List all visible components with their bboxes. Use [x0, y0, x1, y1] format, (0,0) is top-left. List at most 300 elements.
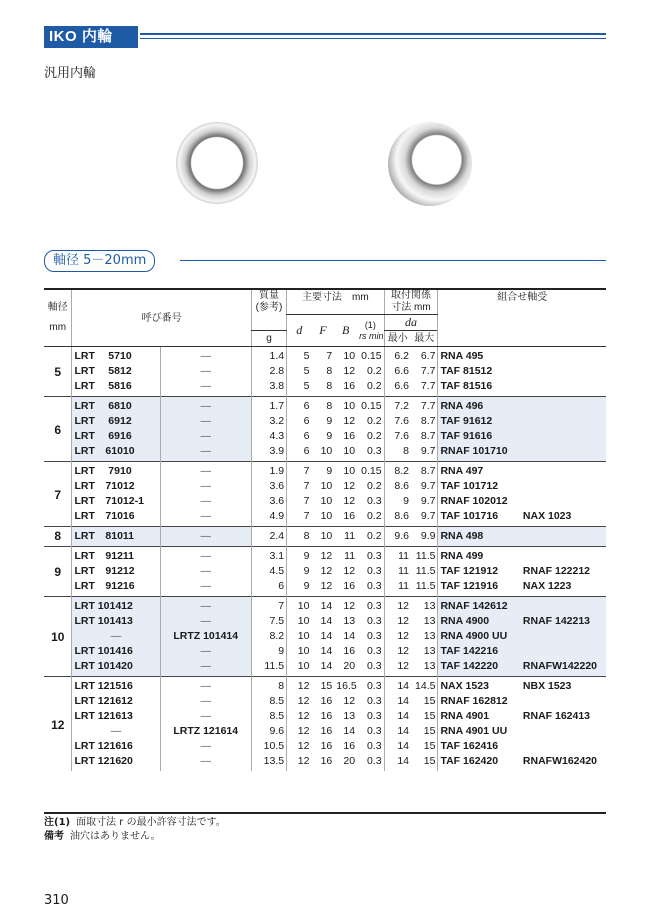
da-min: 14	[384, 739, 411, 754]
mass: 9.6	[251, 724, 286, 739]
table-row	[44, 429, 606, 444]
combo-bearing-2	[521, 347, 606, 365]
part-number: LRT 121516	[72, 677, 160, 695]
part-number: LRT 71016	[72, 509, 160, 527]
dim-B: 11	[334, 527, 357, 547]
da-min: 14	[384, 677, 411, 695]
dim-F: 16	[320, 740, 333, 752]
col-da-max: 最大	[411, 331, 438, 347]
shaft-diameter: 5	[44, 347, 72, 397]
da-max: 13	[423, 645, 436, 657]
part-number: LRT 81011	[72, 527, 160, 547]
table-row	[44, 694, 606, 709]
da-max: 11.5	[411, 547, 438, 565]
da-max: 6.7	[411, 347, 438, 365]
dim-F: 8	[311, 397, 334, 415]
dim-d: 5	[287, 347, 312, 365]
dim-F: 12	[320, 580, 333, 592]
table-row	[44, 709, 606, 724]
dim-rs: 0.3	[366, 725, 382, 737]
dim-F: 14	[320, 645, 333, 657]
dim-d: 10	[287, 614, 312, 629]
dim-rs: 0.3	[366, 495, 382, 507]
part-number: LRT 5710	[72, 347, 160, 365]
combo-bearing-2	[521, 479, 606, 494]
dim-F: 14	[320, 660, 333, 672]
da-min: 11	[384, 564, 411, 579]
dim-B: 12	[343, 480, 356, 492]
col-shaft	[44, 289, 72, 347]
part-number-alt: LRTZ 101414	[160, 629, 251, 644]
dim-B: 12	[334, 597, 357, 615]
dim-d: 9	[287, 579, 312, 597]
combo-bearing-1: RNA 498	[438, 527, 521, 547]
dim-F: 14	[320, 615, 333, 627]
part-number-alt: —	[160, 414, 251, 429]
combo-bearing-1: TAF 162416	[438, 739, 521, 754]
combo-bearing-2	[521, 494, 606, 509]
table-row	[44, 414, 606, 429]
inner-ring-image-front	[176, 122, 258, 204]
shaft-diameter: 12	[44, 677, 72, 772]
table-row	[44, 397, 606, 415]
dim-B: 20	[343, 755, 356, 767]
note-2	[44, 830, 226, 844]
combo-bearing-1: RNAF 142612	[438, 597, 521, 615]
da-max: 13	[423, 660, 436, 672]
part-number-alt: —	[160, 597, 251, 615]
dim-rs: 0.2	[366, 510, 382, 522]
part-number-alt: —	[160, 347, 251, 365]
shaft-diameter: 6	[44, 397, 72, 462]
dim-F: 10	[311, 527, 334, 547]
mass: 4.3	[251, 429, 286, 444]
dim-rs: 0.15	[357, 347, 384, 365]
part-number-alt: —	[160, 397, 251, 415]
header-rule-thin	[140, 38, 606, 39]
da-max: 13	[411, 597, 438, 615]
dim-F: 10	[320, 510, 333, 522]
combo-bearing-1: TAF 121916	[438, 579, 521, 597]
combo-bearing-1: TAF 101712	[438, 479, 521, 494]
dim-d: 10	[287, 597, 312, 615]
da-min: 8.6	[384, 479, 411, 494]
combo-bearing-2: RNAFW142220	[521, 659, 606, 677]
dim-rs: 0.3	[366, 710, 382, 722]
combo-bearing-1: TAF 142216	[438, 644, 521, 659]
part-number: LRT 5812	[72, 364, 160, 379]
da-min: 11	[384, 579, 411, 597]
da-min: 14	[384, 724, 411, 739]
da-min: 9	[384, 494, 411, 509]
dim-d: 12	[287, 739, 312, 754]
mass: 8.2	[251, 629, 286, 644]
col-F: F	[311, 315, 334, 347]
dim-F: 9	[326, 430, 333, 442]
dim-F: 9	[326, 415, 333, 427]
dim-B: 16	[343, 740, 356, 752]
table-row	[44, 629, 606, 644]
dim-B: 10	[334, 397, 357, 415]
table-header	[44, 289, 606, 347]
table-row	[44, 479, 606, 494]
da-min: 8	[384, 444, 411, 462]
dim-rs: 0.3	[357, 597, 384, 615]
dim-rs: 0.2	[366, 365, 382, 377]
da-max: 13	[423, 630, 436, 642]
dim-d: 10	[287, 629, 312, 644]
col-d: d	[287, 315, 312, 347]
mass: 7	[251, 597, 286, 615]
page-number: 310	[44, 893, 69, 908]
da-max: 15	[423, 710, 436, 722]
combo-bearing-1: RNA 499	[438, 547, 521, 565]
combo-bearing-2	[521, 724, 606, 739]
col-rs	[357, 315, 384, 347]
dim-B: 13	[343, 615, 356, 627]
da-min: 6.6	[384, 364, 411, 379]
da-min: 12	[384, 597, 411, 615]
mass: 6	[251, 579, 286, 597]
da-max: 8.7	[420, 415, 436, 427]
dim-rs: 0.3	[366, 615, 382, 627]
combo-bearing-1: RNA 495	[438, 347, 521, 365]
mass: 1.7	[251, 397, 286, 415]
mass: 1.9	[251, 462, 286, 480]
dim-F: 9	[311, 462, 334, 480]
dim-B: 12	[343, 565, 356, 577]
dim-d: 9	[287, 564, 312, 579]
col-combo: 組合せ軸受	[438, 289, 606, 347]
da-max: 11.5	[415, 565, 436, 577]
shaft-diameter: 9	[44, 547, 72, 597]
dim-F: 16	[320, 710, 333, 722]
page-header	[44, 26, 606, 48]
da-max: 15	[423, 740, 436, 752]
mass: 7.5	[251, 614, 286, 629]
part-number-alt: —	[160, 739, 251, 754]
part-number: LRT 121620	[72, 754, 160, 771]
combo-bearing-2	[521, 629, 606, 644]
combo-bearing-1: TAF 121912	[438, 564, 521, 579]
dim-rs: 0.3	[366, 645, 382, 657]
da-max: 7.7	[420, 365, 436, 377]
part-number: LRT 121612	[72, 694, 160, 709]
mass: 3.9	[251, 444, 286, 462]
table-row	[44, 644, 606, 659]
combo-bearing-2	[521, 694, 606, 709]
part-number-alt: —	[160, 659, 251, 677]
dim-B: 12	[343, 495, 356, 507]
dim-F: 10	[320, 495, 333, 507]
dim-d: 9	[287, 547, 312, 565]
table-row	[44, 614, 606, 629]
inner-ring-image-angled	[388, 122, 472, 206]
mass: 4.5	[251, 564, 286, 579]
dim-B: 16	[343, 645, 356, 657]
dim-rs: 0.3	[366, 445, 382, 457]
mass: 3.6	[251, 479, 286, 494]
table-row	[44, 547, 606, 565]
table-bottom-rule	[44, 812, 606, 814]
combo-bearing-1: RNAF 162812	[438, 694, 521, 709]
table-row	[44, 677, 606, 695]
part-number: LRT 7910	[72, 462, 160, 480]
col-rs-note: (1)	[364, 319, 376, 330]
dim-F: 14	[311, 597, 334, 615]
dim-B: 20	[343, 660, 356, 672]
dim-B: 10	[343, 445, 356, 457]
col-shaft-unit: mm	[49, 322, 67, 333]
combo-bearing-1: RNA 496	[438, 397, 521, 415]
da-max: 14.5	[411, 677, 438, 695]
part-number: LRT 91216	[72, 579, 160, 597]
dim-B: 10	[334, 462, 357, 480]
combo-bearing-2: NBX 1523	[521, 677, 606, 695]
note-1-text: 面取寸法 r の最小許容寸法です。	[76, 817, 226, 828]
da-max: 13	[423, 615, 436, 627]
part-number: LRT 121616	[72, 739, 160, 754]
dim-rs: 0.15	[357, 462, 384, 480]
dim-B: 16	[343, 380, 356, 392]
part-number-alt: —	[160, 462, 251, 480]
dim-F: 16	[320, 695, 333, 707]
note-2-label: 備考	[44, 831, 64, 842]
dim-B: 10	[334, 347, 357, 365]
dim-B: 16	[343, 510, 356, 522]
col-part: 呼び番号	[72, 289, 251, 347]
table-row	[44, 754, 606, 771]
combo-bearing-2	[521, 364, 606, 379]
dim-d: 5	[287, 379, 312, 397]
part-number: LRT 6916	[72, 429, 160, 444]
combo-bearing-2	[521, 429, 606, 444]
combo-bearing-1: TAF 81516	[438, 379, 521, 397]
combo-bearing-2	[521, 462, 606, 480]
header-rule	[140, 33, 606, 35]
da-min: 7.6	[384, 414, 411, 429]
da-max: 7.7	[420, 380, 436, 392]
dim-rs: 0.3	[366, 740, 382, 752]
mass: 11.5	[251, 659, 286, 677]
header-title: 内輪	[81, 28, 113, 45]
da-min: 6.2	[384, 347, 411, 365]
dim-F: 16	[320, 755, 333, 767]
da-min: 11	[384, 547, 411, 565]
col-da-min: 最小	[384, 331, 411, 347]
combo-bearing-1: RNA 4900	[438, 614, 521, 629]
da-min: 9.6	[384, 527, 411, 547]
da-min: 8.6	[384, 509, 411, 527]
shaft-range-label: 軸径 5－20mm	[44, 250, 155, 272]
mass: 9	[251, 644, 286, 659]
combo-bearing-1: TAF 162420	[438, 754, 521, 771]
part-number: LRT 121613	[72, 709, 160, 724]
part-number: LRT 6810	[72, 397, 160, 415]
mass: 8.5	[251, 709, 286, 724]
combo-bearing-2: RNAF 162413	[522, 710, 591, 722]
brand-logo	[44, 26, 138, 48]
table-row	[44, 739, 606, 754]
dim-d: 6	[287, 414, 312, 429]
dim-rs: 0.2	[357, 527, 384, 547]
table-row	[44, 527, 606, 547]
dim-d: 7	[287, 479, 312, 494]
combo-bearing-1: RNA 4900 UU	[438, 629, 521, 644]
mass: 4.9	[251, 509, 286, 527]
dim-rs: 0.3	[366, 630, 382, 642]
dim-F: 12	[320, 565, 333, 577]
part-number: LRT 101413	[72, 614, 160, 629]
dim-rs: 0.3	[366, 660, 382, 672]
combo-bearing-2	[521, 644, 606, 659]
dim-F: 10	[320, 480, 333, 492]
col-rs-label: rs min	[359, 330, 384, 341]
da-max: 7.7	[411, 397, 438, 415]
da-min: 12	[384, 614, 411, 629]
dim-d: 12	[287, 677, 312, 695]
dim-rs: 0.15	[357, 397, 384, 415]
combo-bearing-1: NAX 1523	[438, 677, 521, 695]
combo-bearing-2	[521, 397, 606, 415]
part-number-alt: —	[160, 527, 251, 547]
mass: 3.8	[251, 379, 286, 397]
part-number-alt: —	[160, 479, 251, 494]
dim-d: 10	[287, 644, 312, 659]
shaft-diameter: 8	[44, 527, 72, 547]
dim-d: 12	[287, 694, 312, 709]
combo-bearing-1: TAF 101716	[438, 509, 521, 527]
note-1-label: 注(1)	[44, 817, 71, 828]
part-number-alt: —	[160, 494, 251, 509]
da-min: 12	[384, 659, 411, 677]
note-2-text: 油穴はありません。	[70, 831, 161, 842]
da-max: 15	[423, 755, 436, 767]
col-mass-unit: g	[251, 331, 286, 347]
dim-rs: 0.3	[366, 565, 382, 577]
combo-bearing-1: TAF 91612	[438, 414, 521, 429]
mass: 8	[251, 677, 286, 695]
range-rule	[180, 260, 606, 261]
combo-bearing-1: TAF 81512	[438, 364, 521, 379]
da-max: 9.7	[420, 445, 436, 457]
da-max: 8.7	[420, 430, 436, 442]
part-number: LRT 6912	[72, 414, 160, 429]
combo-bearing-2	[521, 547, 606, 565]
da-max: 9.7	[420, 495, 436, 507]
da-min: 6.6	[384, 379, 411, 397]
da-min: 12	[384, 629, 411, 644]
combo-bearing-2: NAX 1223	[522, 580, 572, 592]
part-number-alt: —	[160, 644, 251, 659]
table-row	[44, 347, 606, 365]
dim-B: 16	[343, 430, 356, 442]
col-dims: 主要寸法 mm	[287, 289, 384, 315]
part-number-alt: —	[160, 754, 251, 771]
dim-F: 14	[320, 630, 333, 642]
dim-F: 12	[311, 547, 334, 565]
part-number-alt: —	[160, 509, 251, 527]
table-row	[44, 579, 606, 597]
shaft-diameter: 7	[44, 462, 72, 527]
da-max: 15	[423, 695, 436, 707]
part-number-alt: —	[160, 579, 251, 597]
part-number: —	[72, 629, 160, 644]
combo-bearing-1: TAF 142220	[438, 659, 521, 677]
shaft-diameter: 10	[44, 597, 72, 677]
da-min: 14	[384, 694, 411, 709]
combo-bearing-2	[521, 597, 606, 615]
dim-d: 6	[287, 429, 312, 444]
part-number: LRT 5816	[72, 379, 160, 397]
da-max: 15	[423, 725, 436, 737]
part-number-alt: —	[160, 429, 251, 444]
combo-bearing-2: RNAF 142213	[521, 614, 606, 629]
dim-d: 5	[287, 364, 312, 379]
dim-d: 6	[287, 397, 312, 415]
dim-rs: 0.3	[366, 580, 382, 592]
section-title: 汎用内輪	[44, 66, 97, 81]
dim-B: 16.5	[334, 677, 357, 695]
combo-bearing-2	[521, 414, 606, 429]
table-row	[44, 509, 606, 527]
dim-F: 7	[311, 347, 334, 365]
dim-rs: 0.3	[357, 547, 384, 565]
da-min: 12	[384, 644, 411, 659]
dim-F: 16	[320, 725, 333, 737]
da-max: 9.9	[411, 527, 438, 547]
dim-d: 10	[287, 659, 312, 677]
mass: 1.4	[251, 347, 286, 365]
dim-F: 15	[311, 677, 334, 695]
da-max: 9.7	[420, 480, 436, 492]
col-B: B	[334, 315, 357, 347]
combo-bearing-2	[521, 379, 606, 397]
dim-B: 12	[343, 415, 356, 427]
dim-F: 10	[320, 445, 333, 457]
table-row	[44, 462, 606, 480]
mass: 8.5	[251, 694, 286, 709]
table-row	[44, 564, 606, 579]
dim-d: 12	[287, 709, 312, 724]
dim-B: 14	[343, 630, 356, 642]
part-number: LRT 101420	[72, 659, 160, 677]
dim-B: 13	[343, 710, 356, 722]
combo-bearing-2: NAX 1023	[522, 510, 572, 522]
col-da: da	[384, 315, 438, 331]
dim-d: 7	[287, 494, 312, 509]
col-mass: 質量 (参考)	[251, 289, 286, 331]
combo-bearing-1: RNA 4901 UU	[438, 724, 521, 739]
dim-d: 12	[287, 724, 312, 739]
table-body	[44, 347, 606, 772]
part-number: LRT 71012-1	[72, 494, 160, 509]
da-min: 14	[384, 754, 411, 771]
dim-F: 8	[326, 380, 333, 392]
part-number-alt: —	[160, 364, 251, 379]
part-number: LRT 91211	[72, 547, 160, 565]
dim-rs: 0.3	[366, 695, 382, 707]
combo-bearing-1: TAF 91616	[438, 429, 521, 444]
dim-d: 7	[287, 462, 312, 480]
da-min: 7.2	[384, 397, 411, 415]
dim-d: 7	[287, 509, 312, 527]
part-number-alt: —	[160, 379, 251, 397]
dim-rs: 0.3	[357, 677, 384, 695]
combo-bearing-2	[521, 444, 606, 462]
part-number-alt: —	[160, 694, 251, 709]
table-row	[44, 597, 606, 615]
